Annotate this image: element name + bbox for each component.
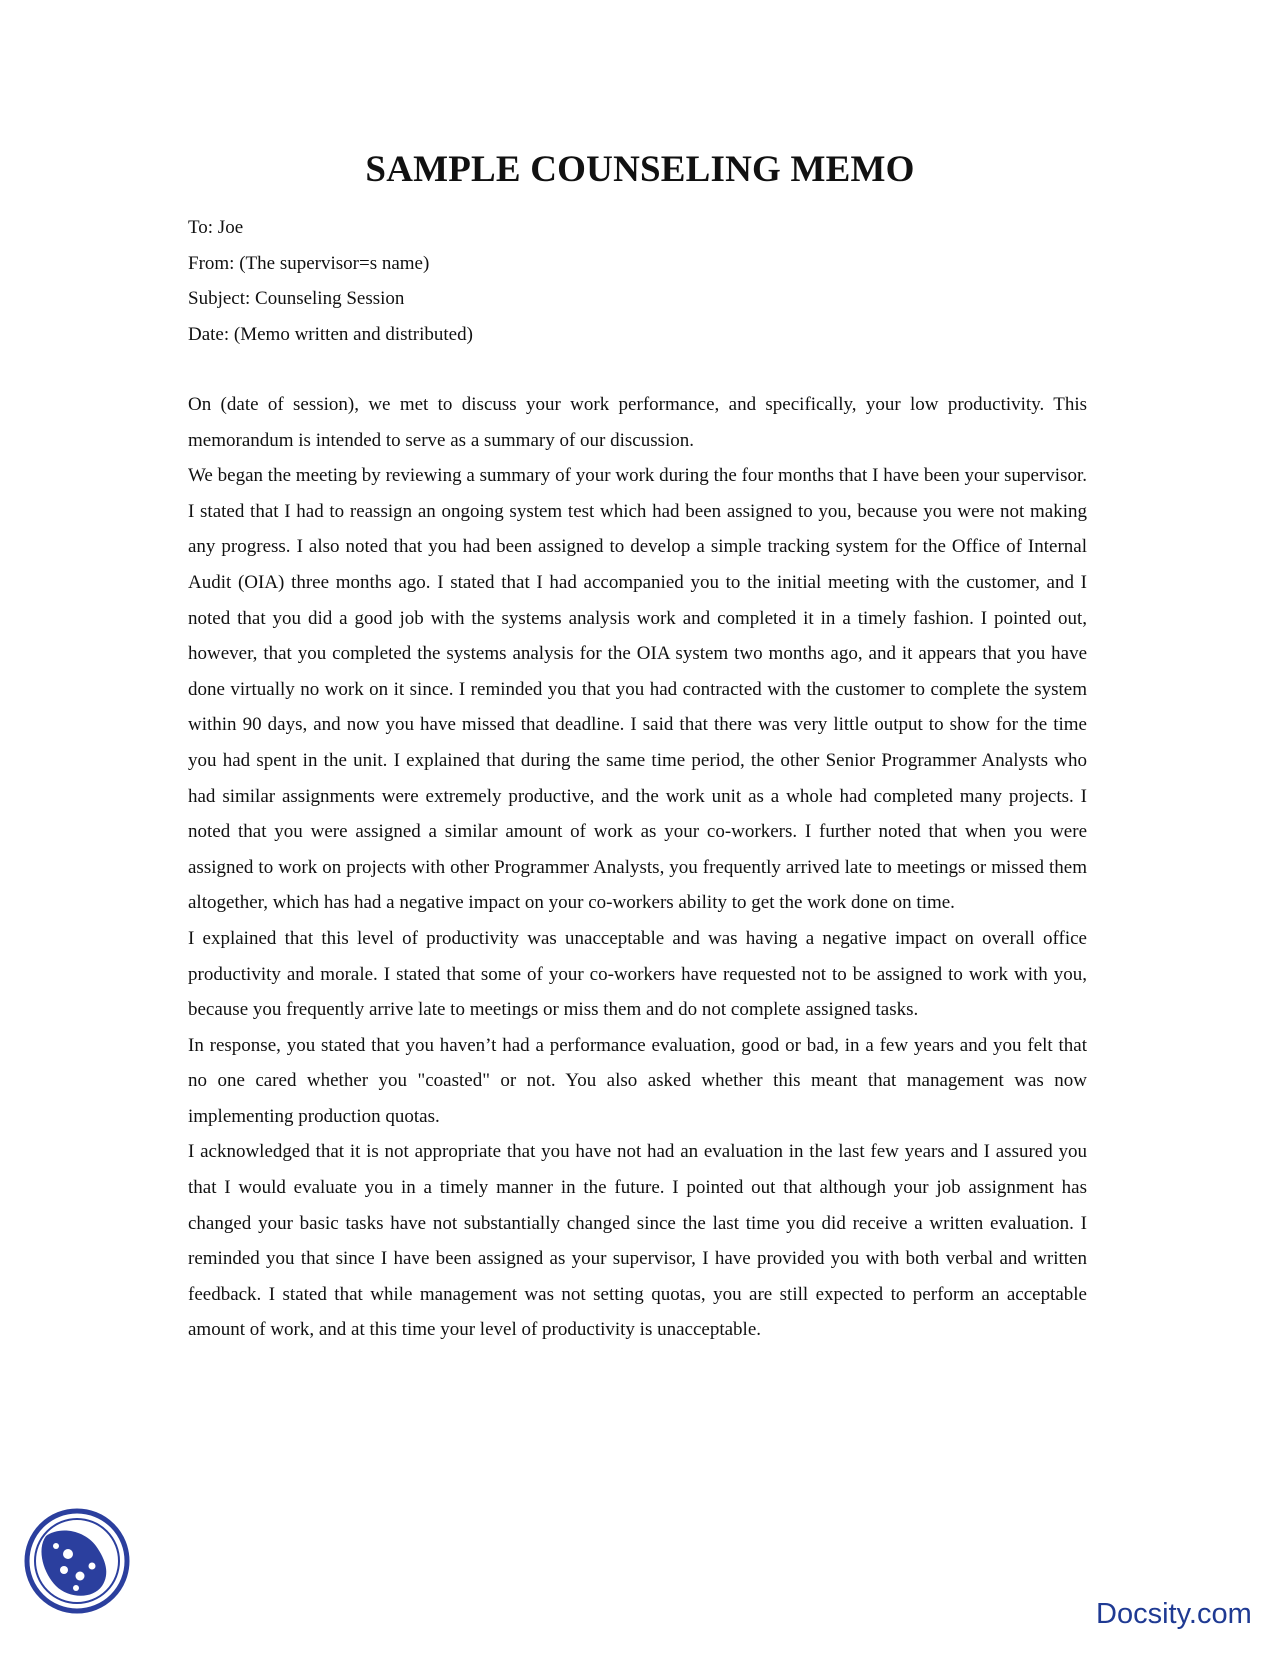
memo-paragraph: We began the meeting by reviewing a summary of your work during the four months that I have been your supervisor. I stated that I had to reassign an ongoing system test which had been assigned to you, because you were not making any progress. I also noted that you had been assigned to develop a simple tracking system for the Office of Internal Audit (OIA) three months ago. I stated that I had accompanied you to the initial meeting with the customer, and I noted that you did a good job with the systems analysis work and completed it in a timely fashion. I pointed out, however, that you completed the systems analysis for the OIA system two months ago, and it appears that you have done virtually no work on it since. I reminded you that you had contracted with the customer to complete the system within 90 days, and now you have missed that deadline. I said that there was very little output to show for the time you had spent in the unit. I explained that during the same time period, the other Senior Programmer Analysts who had similar assignments were extremely productive, and the work unit as a whole had completed many projects. I noted that you were assigned a similar amount of work as your co-workers. I further noted that when you were assigned to work on projects with other Programmer Analysts, you frequently arrived late to meetings or missed them altogether, which has had a negative impact on your co-workers ability to get the work done on time. — [188, 465, 1087, 914]
docsity-logo-icon — [22, 1506, 132, 1616]
memo-date: Date: (Memo written and distributed) — [188, 323, 473, 345]
memo-paragraph: In response, you stated that you haven’t had a performance evaluation, good or bad, in a few years and you felt that no one cared whether you "coasted" or not. You also asked whether this meant that management was now implementing production quotas. — [188, 1034, 1087, 1127]
memo-from: From: (The supervisor=s name) — [188, 252, 430, 274]
memo-paragraph: I explained that this level of productivity was unacceptable and was having a negative impact on overall office productivity and morale. I stated that some of your co-workers have requested not to be assigned to work with you, because you frequently arrive late to meetings or miss them and do not complete assigned tasks. — [188, 927, 1087, 1021]
memo-body — [188, 387, 1087, 1348]
memo-header — [188, 210, 473, 352]
memo-paragraph: I acknowledged that it is not appropriate that you have not had an evaluation in the last few years and I assured you that I would evaluate you in a timely manner in the future. I pointed out that although your job assignment has changed your basic tasks have not substantially changed since the last time you did receive a written evaluation. I reminded you that since I have been assigned as your supervisor, I have provided you with both verbal and written feedback. I stated that while management was not setting quotas, you are still expected to perform an acceptable amount of work, and at this time your level of productivity is unacceptable. — [188, 1141, 1087, 1341]
memo-paragraph: On (date of session), we met to discuss your work performance, and specifically, your low productivity. This memorandum is intended to serve as a summary of our discussion. — [188, 394, 1087, 451]
memo-to: To: Joe — [188, 217, 244, 238]
docsity-watermark[interactable]: Docsity.com — [1096, 1598, 1252, 1630]
memo-subject: Subject: Counseling Session — [188, 288, 405, 309]
memo-title: SAMPLE COUNSELING MEMO — [365, 149, 915, 190]
